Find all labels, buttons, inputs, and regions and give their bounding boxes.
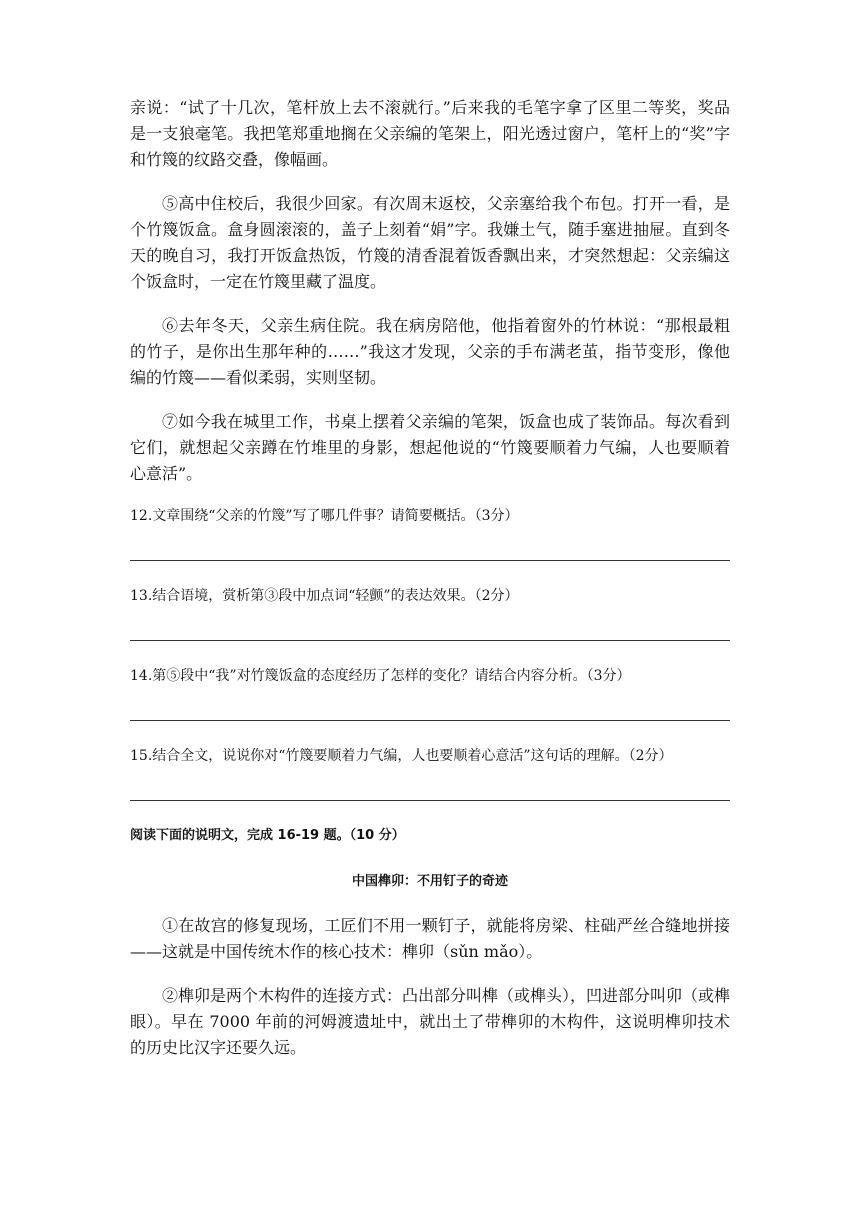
article-paragraph-2: ②榫卯是两个木构件的连接方式：凸出部分叫榫（或榫头），凹进部分叫卯（或榫眼）。早在 7000 年前的河姆渡遗址中，就出土了带榫卯的木构件，这说明榫卯技术的历史比汉字还要久远。 [130,986,731,1057]
question-13: 13.结合语境，赏析第③段中加点词“轻颤”的表达效果。（2分） [130,588,519,604]
question-15: 15.结合全文，说说你对“竹篾要顺着力气编，人也要顺着心意活”这句话的理解。（2分） [130,748,673,764]
passage-paragraph-continued: 亲说：“试了十几次，笔杆放上去不滚就行。”后来我的毛笔字拿了区里二等奖，奖品是一支狼毫笔。我把笔郑重地搁在父亲编的笔架上，阳光透过窗户，笔杆上的“奖”字和竹篾的纹路交叠，像幅画。 [130,98,730,169]
question-14: 14.第⑤段中“我”对竹篾饭盒的态度经历了怎样的变化？请结合内容分析。（3分） [130,668,631,684]
article-title: 中国榫卯：不用钉子的奇迹 [351,874,508,889]
passage-paragraph-6: ⑥去年冬天，父亲生病住院。我在病房陪他，他指着窗外的竹林说：“那根最粗的竹子，是你出生那年种的……”我这才发现，父亲的手布满老茧，指节变形，像他编的竹篾——看似柔弱，实则坚韧。 [130,316,730,387]
exam-page [130,95,730,1061]
passage-paragraph-7: ⑦如今我在城里工作，书桌上摆着父亲编的笔架，饭盒也成了装饰品。每次看到它们，就想起父亲蹲在竹堆里的身影，想起他说的“竹篾要顺着力气编，人也要顺着心意活”。 [130,412,730,483]
section-heading: 阅读下面的说明文，完成 16-19 题。（10 分） [130,828,405,843]
passage-paragraph-5: ⑤高中住校后，我很少回家。有次周末返校，父亲塞给我个布包。打开一看，是个竹篾饭盒。盒身圆滚滚的，盖子上刻着“娟”字。我嫌土气，随手塞进抽屉。直到冬天的晚自习，我打开饭盒热饭，竹篾的清香混着饭香飘出来，才突然想起：父亲编这个饭盒时，一定在竹篾里藏了温度。 [130,194,730,291]
article-paragraph-1: ①在故宫的修复现场，工匠们不用一颗钉子，就能将房梁、柱础严丝合缝地拼接——这就是中国传统木作的核心技术：榫卯（sǔn mǎo）。 [130,916,730,961]
question-12: 12.文章围绕“父亲的竹篾”写了哪几件事？请简要概括。（3分） [130,508,519,524]
